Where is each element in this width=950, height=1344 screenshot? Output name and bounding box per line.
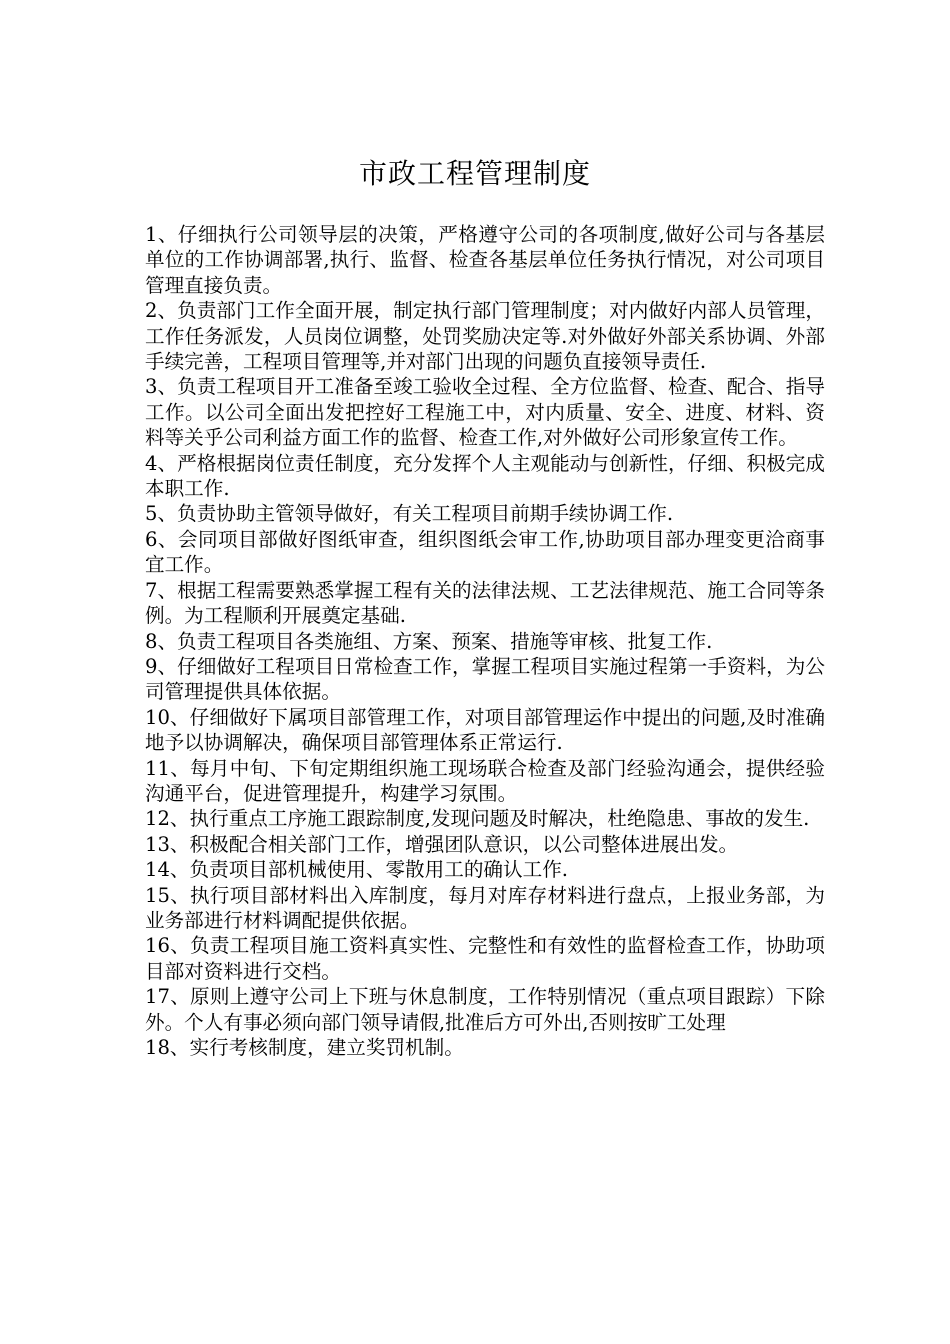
rule-item: 2、负责部门工作全面开展，制定执行部门管理制度；对内做好内部人员管理，工作任务派发，人员岗位调整，处罚奖励决定等.对外做好外部关系协调、外部手续完善，工程项目管理等,并对部门出现的问题负直接领导责任.: [145, 299, 825, 374]
rule-item: 6、会同项目部做好图纸审查，组织图纸会审工作,协助项目部办理变更洽商事宜工作。: [145, 527, 825, 577]
rule-item: 1、仔细执行公司领导层的决策，严格遵守公司的各项制度,做好公司与各基层单位的工作协调部署,执行、监督、检查各基层单位任务执行情况，对公司项目管理直接负责。: [145, 223, 825, 297]
document-title: 市政工程管理制度: [358, 157, 591, 190]
rule-item: 3、负责工程项目开工准备至竣工验收全过程、全方位监督、检查、配合、指导工作。以公司全面出发把控好工程施工中，对内质量、安全、进度、材料、资料等关乎公司利益方面工作的监督、检查工作,对外做好公司形象宣传工作。: [145, 375, 825, 450]
rule-item: 16、负责工程项目施工资料真实性、完整性和有效性的监督检查工作，协助项目部对资料进行交档。: [145, 934, 825, 983]
rule-item: 7、根据工程需要熟悉掌握工程有关的法律法规、工艺法律规范、施工合同等条例。为工程顺利开展奠定基础.: [145, 578, 825, 628]
rule-item: 8、负责工程项目各类施组、方案、预案、措施等审核、批复工作.: [145, 629, 713, 653]
rule-item: 4、严格根据岗位责任制度，充分发挥个人主观能动与创新性，仔细、积极完成本职工作.: [145, 451, 825, 501]
rule-item: 17、原则上遵守公司上下班与休息制度，工作特别情况（重点项目跟踪）下除外。个人有事必须向部门领导请假,批准后方可外出,否则按旷工处理: [145, 985, 825, 1034]
rule-item: 14、负责项目部机械使用、零散用工的确认工作.: [145, 858, 569, 882]
rule-item: 9、仔细做好工程项目日常检查工作，掌握工程项目实施过程第一手资料，为公司管理提供具体依据。: [145, 654, 825, 704]
rule-item: 18、实行考核制度，建立奖罚机制。: [145, 1036, 464, 1059]
rule-item: 10、仔细做好下属项目部管理工作，对项目部管理运作中提出的问题,及时准确地予以协调解决，确保项目部管理体系正常运行.: [145, 705, 825, 755]
rule-item: 11、每月中旬、下旬定期组织施工现场联合检查及部门经验沟通会，提供经验沟通平台，促进管理提升，构建学习氛围。: [145, 756, 825, 805]
rule-item: 5、负责协助主管领导做好，有关工程项目前期手续协调工作.: [145, 502, 674, 526]
rules-list: [145, 222, 825, 1060]
rule-item: 15、执行项目部材料出入库制度，每月对库存材料进行盘点，上报业务部，为业务部进行材料调配提供依据。: [145, 883, 825, 932]
rule-item: 13、积极配合相关部门工作，增强团队意识，以公司整体进展出发。: [145, 832, 739, 856]
rule-item: 12、执行重点工序施工跟踪制度,发现问题及时解决，杜绝隐患、事故的发生.: [145, 807, 810, 831]
